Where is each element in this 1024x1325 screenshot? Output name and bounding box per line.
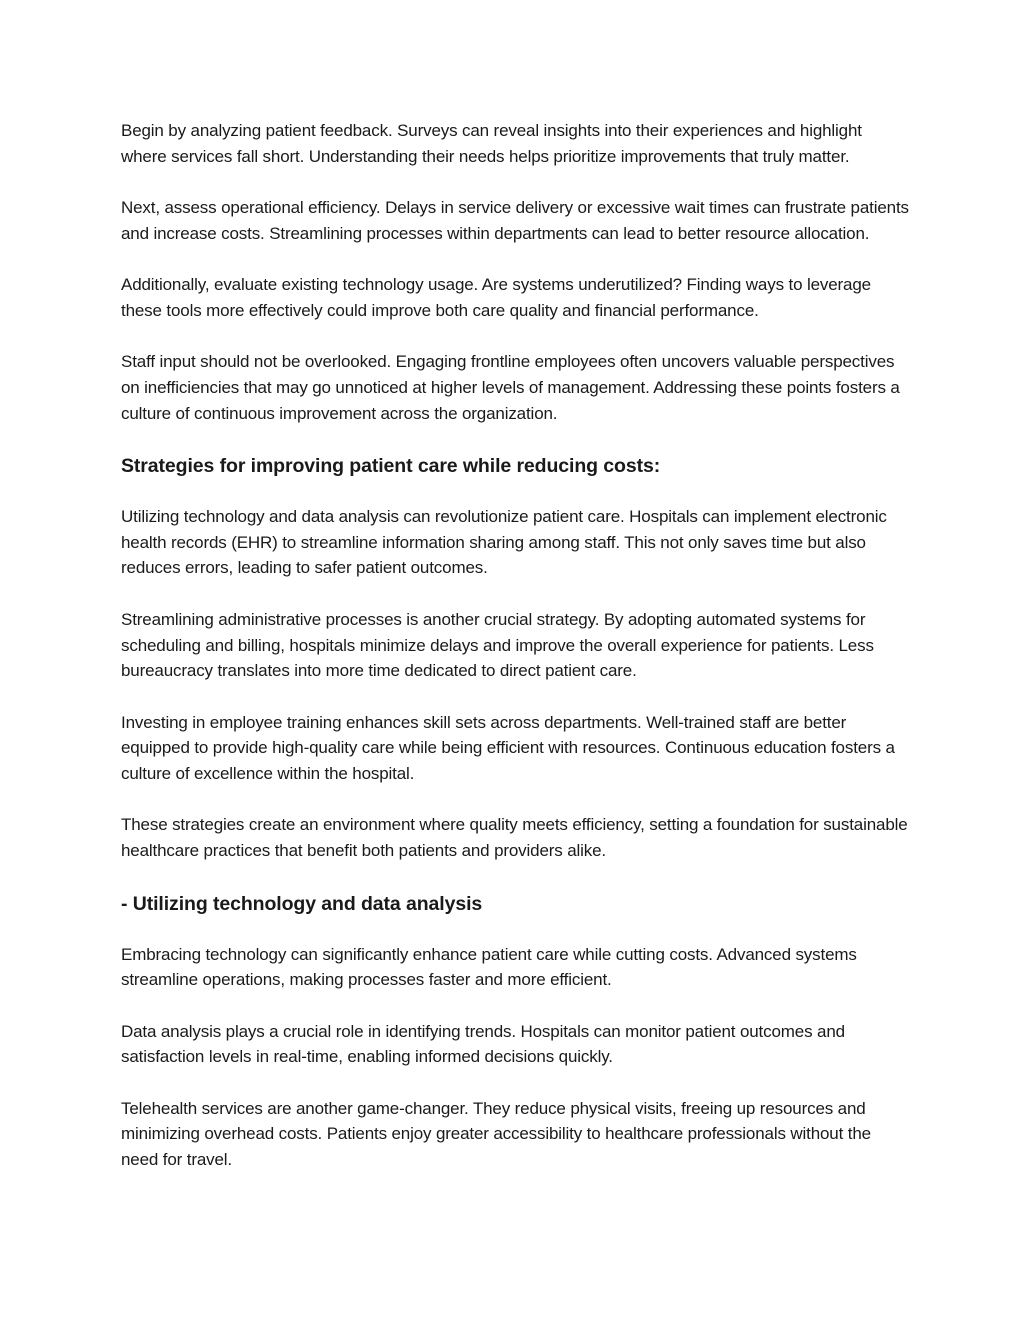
- paragraph-telehealth: Telehealth services are another game-changer. They reduce physical visits, freeing up resources and minimizing overhead costs. Patients enjoy greater accessibility to healthcare professionals without the need for travel.: [121, 1098, 871, 1170]
- paragraph-employee-training: Investing in employee training enhances skill sets across departments. Well-trained staff are better equipped to provide high-quality care while being efficient with resources. Continuous education fosters a culture of excellence within the hospital.: [121, 712, 895, 784]
- paragraph-embracing-technology: Embracing technology can significantly enhance patient care while cutting costs. Advanced systems streamline operations, making processes faster and more efficient.: [121, 944, 857, 990]
- paragraph-data-analysis: Data analysis plays a crucial role in identifying trends. Hospitals can monitor patient outcomes and satisfaction levels in real-time, enabling informed decisions quickly.: [121, 1021, 845, 1067]
- heading-strategies: Strategies for improving patient care while reducing costs:: [121, 455, 661, 478]
- paragraph-administrative-processes: Streamlining administrative processes is another crucial strategy. By adopting automated systems for scheduling and billing, hospitals minimize delays and improve the overall experience for patients. Less bureaucracy translates into more time dedicated to direct patient care.: [121, 609, 874, 681]
- paragraph-patient-feedback: Begin by analyzing patient feedback. Surveys can reveal insights into their experiences and highlight where services fall short. Understanding their needs helps prioritize improvements that truly matter.: [121, 121, 862, 166]
- paragraph-technology-data: Utilizing technology and data analysis can revolutionize patient care. Hospitals can implement electronic health records (EHR) to streamline information sharing among staff. This not only saves time but also reduces errors, leading to safer patient outcomes.: [121, 507, 887, 578]
- paragraph-strategies-summary: These strategies create an environment where quality meets efficiency, setting a foundation for sustainable healthcare practices that benefit both patients and providers alike.: [121, 815, 908, 861]
- paragraph-operational-efficiency: Next, assess operational efficiency. Delays in service delivery or excessive wait times can frustrate patients and increase costs. Streamlining processes within departments can lead to better resource allocation.: [121, 198, 909, 243]
- paragraph-staff-input: Staff input should not be overlooked. Engaging frontline employees often uncovers valuable perspectives on inefficiencies that may go unnoticed at higher levels of management. Addressing these points fosters a culture of continuous improvement across the organization.: [121, 352, 900, 423]
- paragraph-technology-usage: Additionally, evaluate existing technology usage. Are systems underutilized? Finding ways to leverage these tools more effectively could improve both care quality and financial performance.: [121, 275, 871, 320]
- heading-technology-data-analysis: - Utilizing technology and data analysis: [121, 892, 483, 915]
- document-body: [121, 118, 911, 1199]
